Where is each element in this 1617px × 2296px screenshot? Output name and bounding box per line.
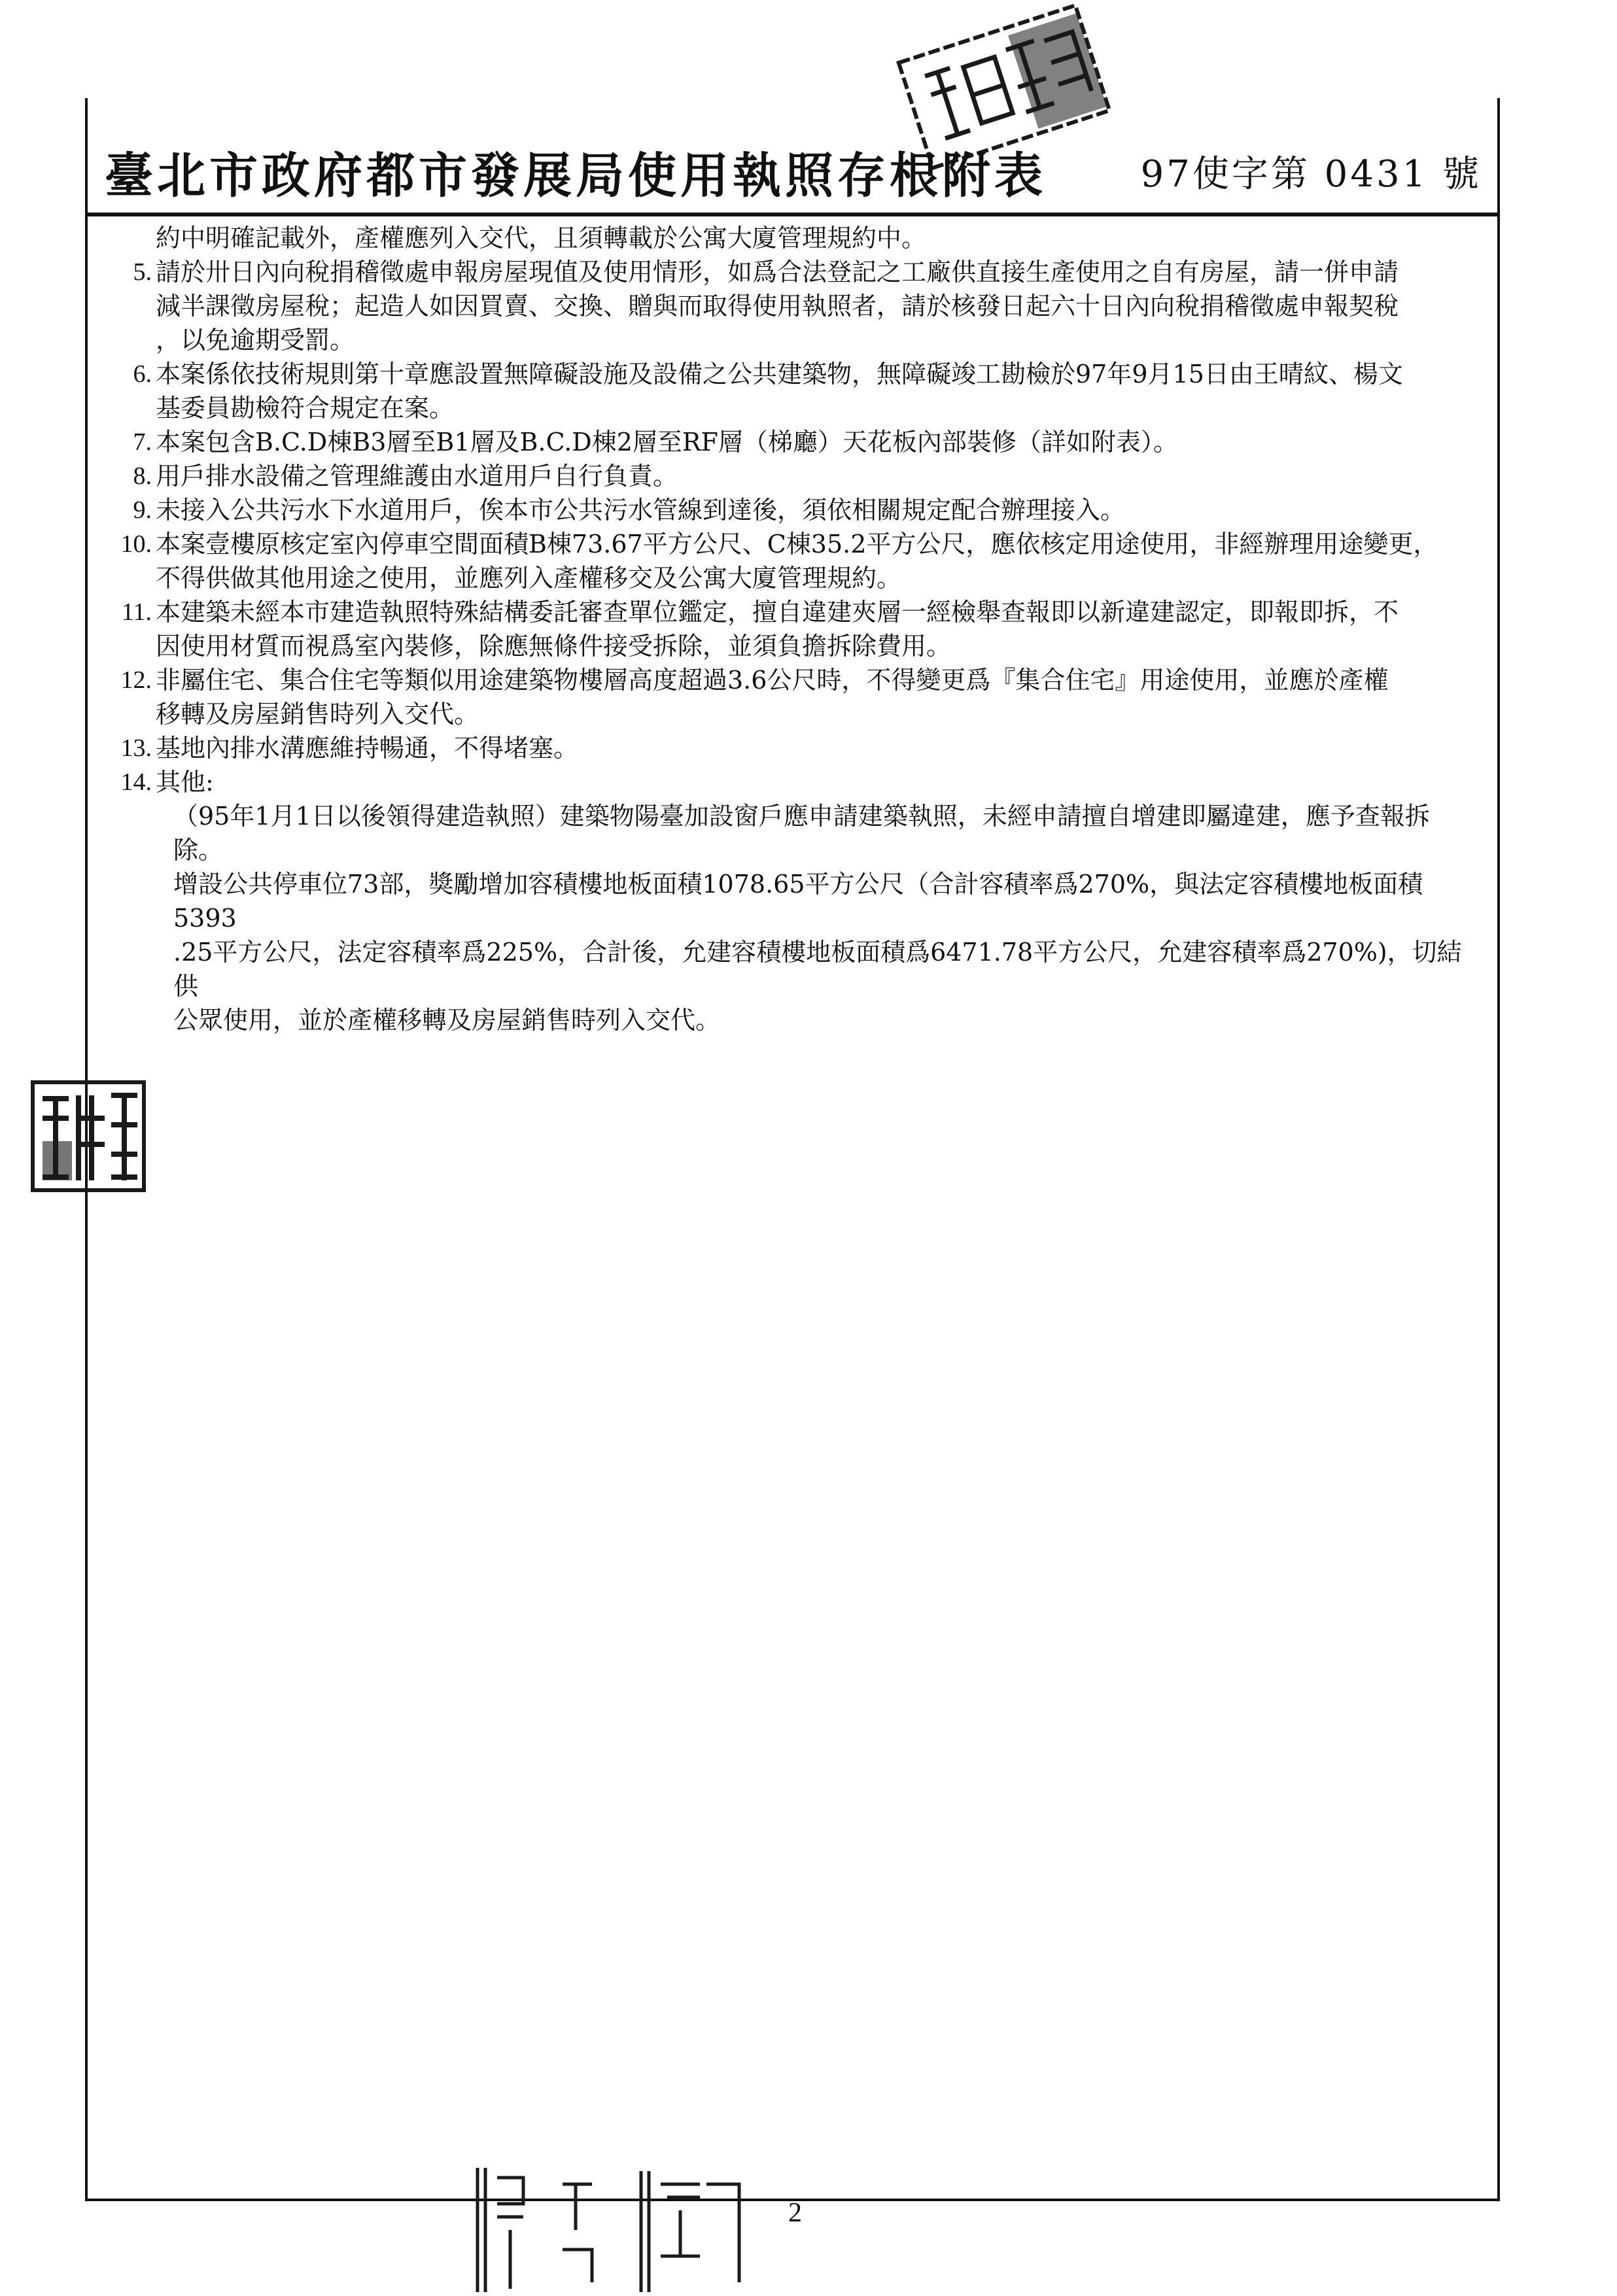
item-text: 非屬住宅、集合住宅等類似用途建築物樓層高度超過3.6公尺時，不得變更爲『集合住宅』用途使用，並應於產權 移轉及房屋銷售時列入交代。 bbox=[156, 666, 1389, 728]
item-text: 用戶排水設備之管理維護由水道用戶自行負責。 bbox=[156, 462, 678, 490]
official-seal-icon bbox=[29, 1079, 147, 1193]
list-item bbox=[114, 357, 1482, 425]
item-text: 本案係依技術規則第十章應設置無障礙設施及設備之公共建築物，無障礙竣工勘檢於97年9月15日由王晴紋、楊文 基委員勘檢符合規定在案。 bbox=[156, 360, 1403, 422]
list-item bbox=[114, 459, 1482, 493]
receipt-seal-icon bbox=[471, 2158, 746, 2293]
item-text: 未接入公共污水下水道用戶，俟本市公共污水管線到達後，須依相關規定配合辦理接入。 bbox=[156, 496, 1126, 524]
item-text: 請於卅日內向稅捐稽徵處申報房屋現值及使用情形，如爲合法登記之工廠供直接生產使用之自有房屋，請一併申請 減半課徵房屋稅；起造人如因買賣、交換、贈與而取得使用執照者，請於核發日起六十日內向稅捐稽徵處申報契稅 ，以免逾期受罰。 bbox=[156, 258, 1399, 354]
other-paragraph-balcony: （95年1月1日以後領得建造執照）建築物陽臺加設窗戶應申請建築執照，未經申請擅自增建即屬違建，應予查報拆 除。 bbox=[173, 802, 1430, 865]
list-item bbox=[114, 493, 1482, 527]
item-number: 14. bbox=[120, 768, 152, 796]
item-text: 本案壹樓原核定室內停車空間面積B棟73.67平方公尺、C棟35.2平方公尺，應依核定用途使用，非經辦理用途變更， 不得供做其他用途之使用，並應列入產權移交及公寓大廈管理規約。 bbox=[156, 530, 1438, 592]
conditions-text bbox=[114, 221, 1482, 1037]
item-number: 5. bbox=[133, 258, 152, 286]
header-divider bbox=[85, 213, 1497, 216]
item-number: 7. bbox=[133, 428, 152, 456]
list-item bbox=[114, 425, 1482, 459]
intro-line: 約中明確記載外，產權應列入交代，且須轉載於公寓大廈管理規約中。 bbox=[156, 224, 927, 252]
list-item bbox=[114, 765, 1482, 799]
item-number: 9. bbox=[133, 496, 152, 524]
item-number: 13. bbox=[120, 734, 152, 762]
item-text: 本案包含B.C.D棟B3層至B1層及B.C.D棟2層至RF層（梯廳）天花板內部裝修（詳如附表）。 bbox=[156, 428, 1178, 456]
other-paragraph-parking: 增設公共停車位73部，獎勵增加容積樓地板面積1078.65平方公尺（合計容積率爲270%，與法定容積樓地板面積5393 .25平方公尺，法定容積率爲225%，合計後，允建容積樓地板面積爲6471.78平方公尺，允建容積率爲270%)，切結供 公眾使用，並於產權移轉及房屋銷售時列入交代。 bbox=[173, 870, 1462, 1035]
document-title: 臺北市政府都市發展局使用執照存根附表 bbox=[105, 148, 1047, 204]
item-number: 10. bbox=[120, 530, 152, 558]
item-text: 基地內排水溝應維持暢通，不得堵塞。 bbox=[156, 734, 579, 762]
item-number: 12. bbox=[120, 666, 152, 694]
permit-number: 97使字第 0431 號 bbox=[1140, 153, 1482, 196]
item-text: 本建築未經本市建造執照特殊結構委託審查單位鑑定，擅自違建夾層一經檢舉查報即以新違建認定，即報即拆，不 因使用材質而視爲室內裝修，除應無條件接受拆除，並須負擔拆除費用。 bbox=[156, 598, 1399, 660]
left-official-seal bbox=[29, 1079, 147, 1193]
list-item bbox=[114, 731, 1482, 765]
list-item bbox=[114, 527, 1482, 595]
list-item bbox=[114, 663, 1482, 731]
header bbox=[85, 131, 1495, 209]
list-item bbox=[114, 595, 1482, 663]
item-number: 11. bbox=[121, 598, 152, 626]
list-item bbox=[114, 255, 1482, 357]
item-number: 6. bbox=[133, 360, 152, 388]
bottom-receipt-seal bbox=[471, 2158, 746, 2293]
page-number: 2 bbox=[788, 2198, 802, 2228]
item-text: 其他: bbox=[156, 768, 214, 797]
item-number: 8. bbox=[133, 462, 152, 490]
